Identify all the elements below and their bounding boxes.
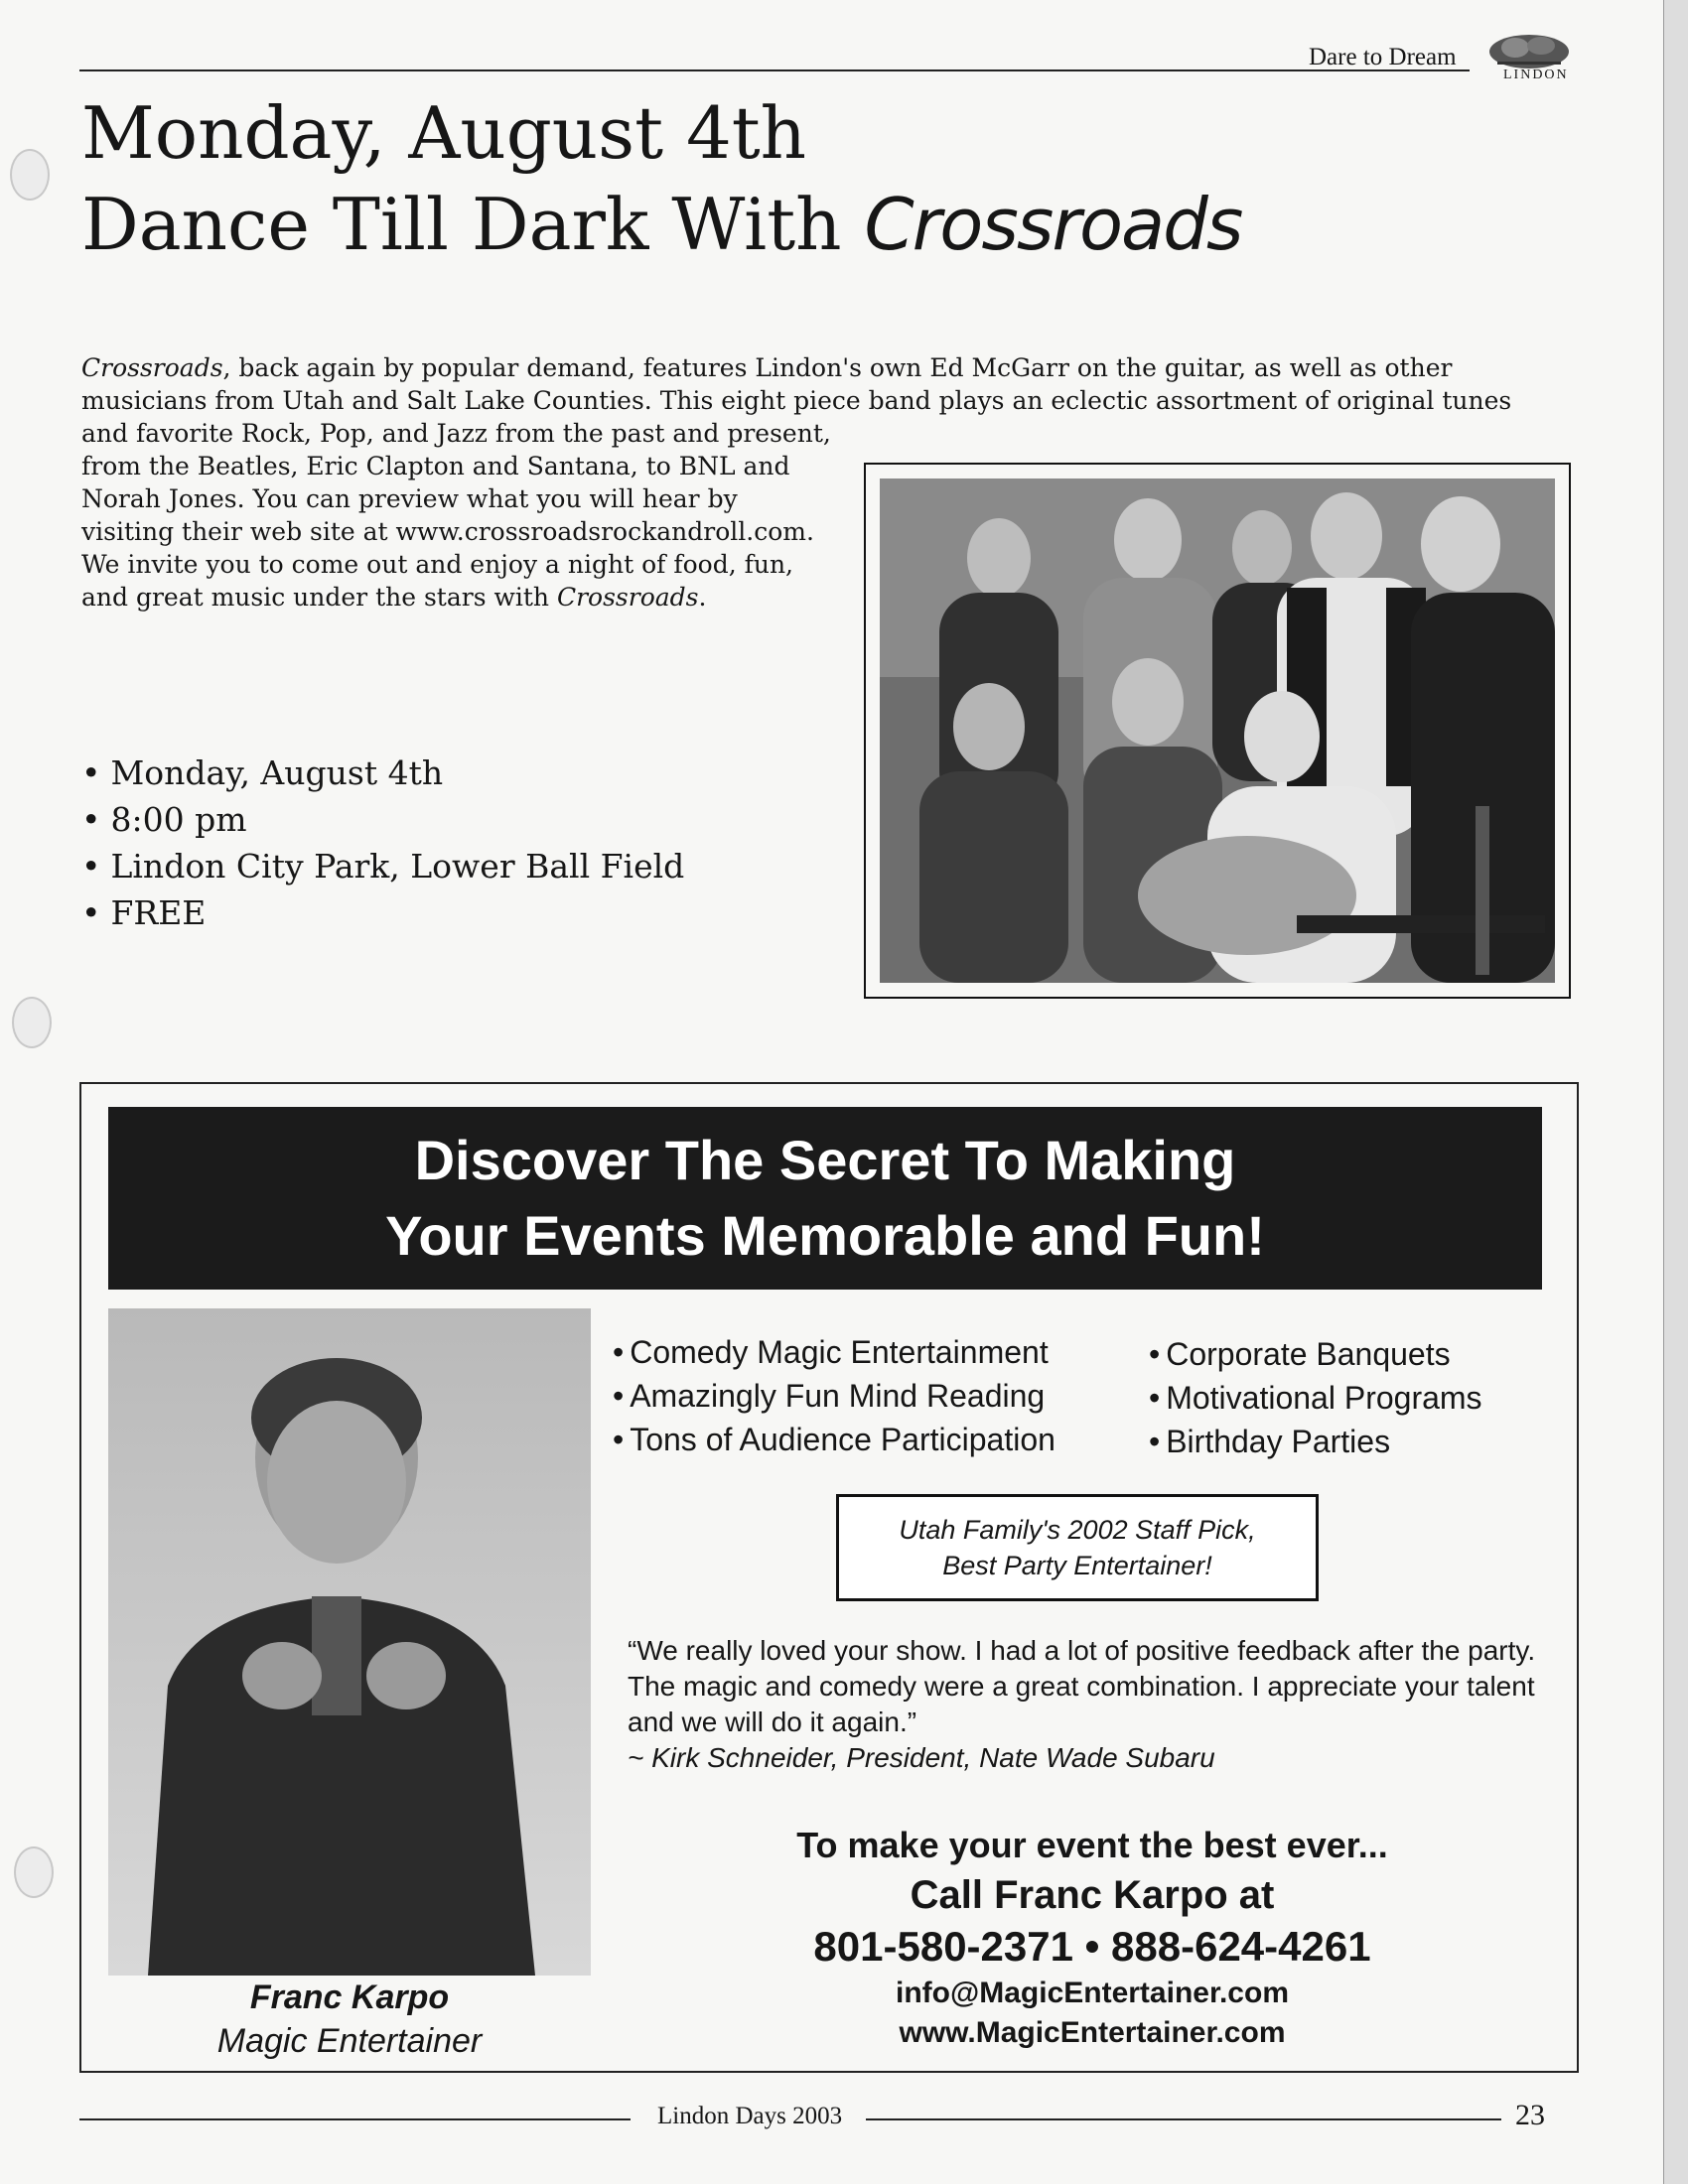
service-item: • Corporate Banquets bbox=[1149, 1332, 1482, 1376]
service-item: • Tons of Audience Participation bbox=[613, 1418, 1055, 1461]
band-name: Crossroads bbox=[81, 353, 223, 382]
award-callout bbox=[836, 1494, 1319, 1601]
testimonial-author: ~ Kirk Schneider, President, Nate Wade Subaru bbox=[628, 1742, 1215, 1773]
header-tagline: Dare to Dream bbox=[1309, 44, 1457, 70]
testimonial bbox=[628, 1633, 1561, 1776]
article-intro bbox=[81, 351, 1571, 417]
cta-phone-numbers: 801-580-2371 • 888-624-4261 bbox=[813, 1923, 1371, 1970]
band-name: Crossroads bbox=[556, 583, 699, 612]
ad-banner bbox=[108, 1107, 1542, 1290]
cta-email: info@MagicEntertainer.com bbox=[896, 1977, 1289, 2009]
award-line2: Best Party Entertainer! bbox=[942, 1551, 1212, 1580]
page-number: 23 bbox=[1515, 2099, 1545, 2131]
services-list-right bbox=[1149, 1332, 1482, 1463]
ad-banner-line2: Your Events Memorable and Fun! bbox=[385, 1204, 1265, 1267]
cta-call: Call Franc Karpo at bbox=[910, 1873, 1275, 1917]
headline-band-name: Crossroads bbox=[864, 183, 1242, 266]
article-headline bbox=[81, 87, 1241, 270]
event-details bbox=[81, 750, 684, 936]
footer-rule bbox=[79, 2118, 631, 2120]
band-photo-frame bbox=[864, 463, 1571, 999]
event-price: • FREE bbox=[81, 889, 684, 936]
award-line1: Utah Family's 2002 Staff Pick, bbox=[899, 1515, 1256, 1545]
cta-website: www.MagicEntertainer.com bbox=[899, 2016, 1286, 2049]
body-end: . bbox=[698, 583, 707, 612]
cta-lead: To make your event the best ever... bbox=[796, 1825, 1388, 1865]
service-item: • Birthday Parties bbox=[1149, 1420, 1482, 1463]
headline-prefix: Dance Till Dark With bbox=[81, 183, 865, 266]
lindon-logo bbox=[1485, 32, 1573, 89]
event-location: • Lindon City Park, Lower Ball Field bbox=[81, 843, 684, 889]
logo-text: LINDON bbox=[1503, 68, 1569, 82]
footer-title: Lindon Days 2003 bbox=[657, 2103, 843, 2129]
magician-name: Franc Karpo bbox=[249, 1979, 450, 2016]
header-rule bbox=[79, 69, 1470, 71]
call-to-action bbox=[635, 1821, 1549, 2053]
magician-photo bbox=[108, 1308, 591, 1976]
headline-date: Monday, August 4th bbox=[81, 91, 807, 175]
service-item: • Amazingly Fun Mind Reading bbox=[613, 1374, 1055, 1418]
intro-text: , back again by popular demand, features Lindon's own Ed McGarr on the guitar, as well as other musicians from Utah and Salt Lake Counties. This eight piece band plays an eclectic assortment of original tunes bbox=[81, 353, 1512, 415]
magician-title: Magic Entertainer bbox=[216, 2022, 483, 2060]
service-item: • Motivational Programs bbox=[1149, 1376, 1482, 1420]
body-text: and favorite Rock, Pop, and Jazz from the past and present, from the Beatles, Eric Clapton and Santana, to BNL and Norah Jones. You can preview what you will hear by visiting their web site at www.crossroadsrockandroll.com. We invite you to come out and enjoy a night of food, fun, and great music under the stars with bbox=[81, 419, 831, 612]
footer-rule bbox=[866, 2118, 1501, 2120]
services-list-left bbox=[613, 1330, 1055, 1461]
binder-hole bbox=[12, 997, 52, 1048]
ad-banner-line1: Discover The Secret To Making bbox=[414, 1129, 1236, 1191]
article-body bbox=[81, 417, 836, 614]
magician-caption bbox=[108, 1976, 591, 2063]
event-time: • 8:00 pm bbox=[81, 796, 684, 843]
page-edge bbox=[1663, 0, 1688, 2184]
binder-hole bbox=[10, 149, 50, 201]
event-date: • Monday, August 4th bbox=[81, 750, 684, 796]
service-item: • Comedy Magic Entertainment bbox=[613, 1330, 1055, 1374]
band-photo bbox=[880, 478, 1555, 983]
testimonial-quote: “We really loved your show. I had a lot of positive feedback after the party. The magic and comedy were a great combination. I appreciate your talent and we will do it again.” bbox=[628, 1635, 1536, 1737]
binder-hole bbox=[14, 1846, 54, 1898]
tree-icon bbox=[1485, 32, 1573, 71]
